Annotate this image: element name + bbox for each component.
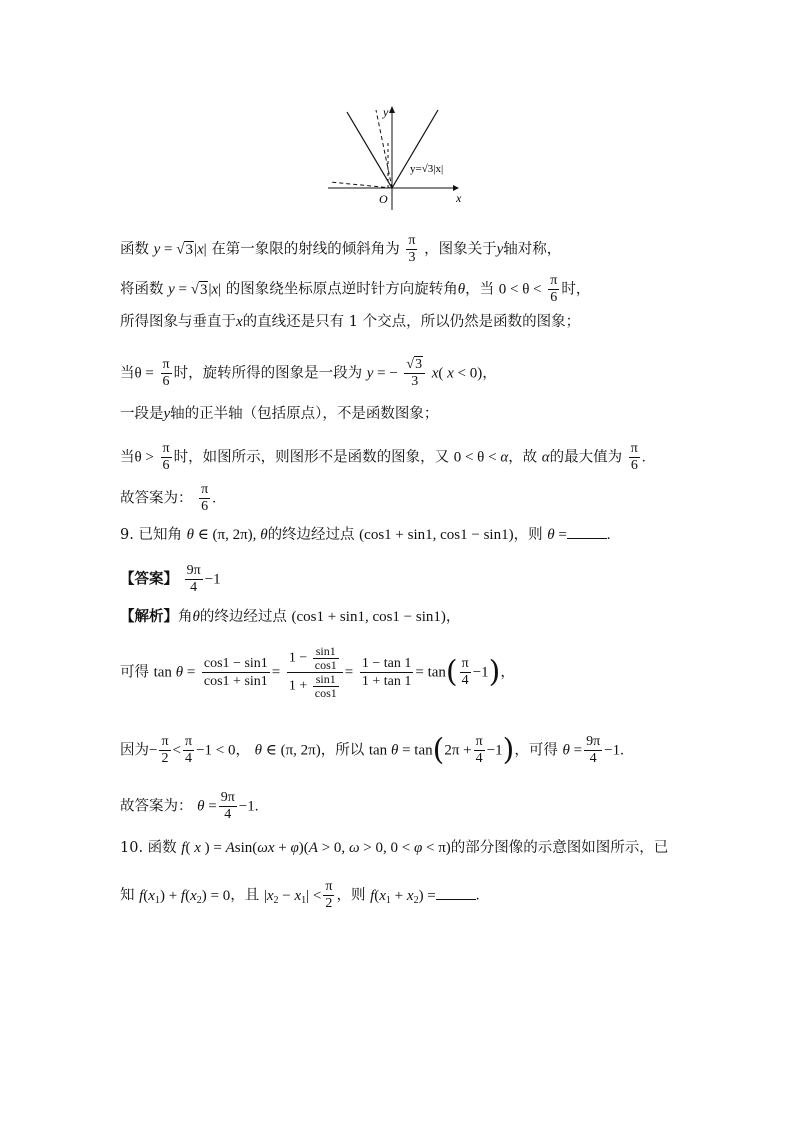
axis-x-label: x (456, 191, 462, 205)
line-4: 当θ = $\frac{\pi}{6}$ 时，旋转所得的图象是一段为 y = − $\frac{√3}{3}$ x( x < 0)， (120, 357, 497, 389)
line-1: 函数 y = √3|x| 在第一象限的射线的倾斜角为 $\frac{\pi}{3}$ ，图象关于y轴对称， (120, 233, 562, 265)
final-answer-line: 故答案为： θ = $\frac{9\pi}{4}$ −1. (120, 790, 259, 822)
line-6: 当θ > $\frac{\pi}{6}$ 时，如图所示，则图形不是函数的图象，又 0 < θ < α，故 α的最大值为 $\frac{\pi}{6}$ . (120, 441, 646, 473)
line-3: 所得图象与垂直于x的直线还是只有 1 个交点，所以仍然是函数的图象； (120, 314, 581, 330)
answer-line: 【答案】 $\frac{9\pi}{4}$ −1 (120, 563, 221, 595)
answer-blank-10[interactable] (436, 885, 476, 900)
tan-derivation: 可得 tan θ = $\frac{\cos 1 - \sin 1}{\cos 1 + \sin 1}$ = 1 − $\frac{\sin 1}{\cos 1}$ 1 + $\frac{\sin 1}{\cos 1}$ = $\frac{1 - \tan 1}{1 + \tan 1}$ = tan( $\frac{\pi}{4}$ −1)， (120, 644, 515, 700)
answer-blank[interactable] (567, 524, 607, 539)
origin-label: O (379, 192, 388, 206)
y-axis-arrow (389, 106, 395, 113)
dashed-ray-steep (376, 110, 392, 188)
fraction: $\frac{\pi}{3}$ (408, 233, 416, 265)
line-7: 故答案为： $\frac{\pi}{6}$ . (120, 482, 216, 514)
analysis-line: 【解析】角θ的终边经过点 (cos1 + sin1, cos1 − sin1)， (120, 608, 461, 625)
graph-figure (328, 102, 468, 212)
question-9: 9. 已知角 θ ∈ (π, 2π), θ的终边经过点 (cos1 + sin1, cos1 − sin1)，则 θ = . (120, 524, 611, 545)
question-10: 10. 函数 f( x ) = Asin(ωx + φ)(A > 0, ω > 0, 0 < φ < π)的部分图像的示意图如图所示，已 (120, 840, 669, 856)
question-10-cont: 知 $f(x_1) + f(x_2) = 0$，且 $|x_2 - x_1|$ < $\frac{\pi}{2}$ ，则 $f(x_1 + x_2)$ = . (120, 879, 480, 911)
formula: y = √3|x| (153, 241, 207, 258)
dashed-ray-flat (330, 182, 392, 188)
axis-y-label: y (383, 105, 389, 119)
because-line: 因为− $\frac{\pi}{2}$ < $\frac{\pi}{4}$ −1 < 0， θ ∈ (π, 2π)，所以 tan θ = tan(2π + $\frac{\pi}{4}$ −1)，可得 θ = $\frac{9\pi}{4}$ −1. (120, 732, 624, 768)
left-ray (347, 112, 392, 188)
curve-label: y=√3|x| (410, 163, 444, 175)
line-2: 将函数 y = √3|x| 的图象绕坐标原点逆时针方向旋转角θ，当 0 < θ < $\frac{\pi}{6}$ 时， (120, 273, 591, 305)
line-5: 一段是y轴的正半轴（包括原点），不是函数图象； (120, 406, 439, 422)
right-ray (392, 110, 438, 188)
